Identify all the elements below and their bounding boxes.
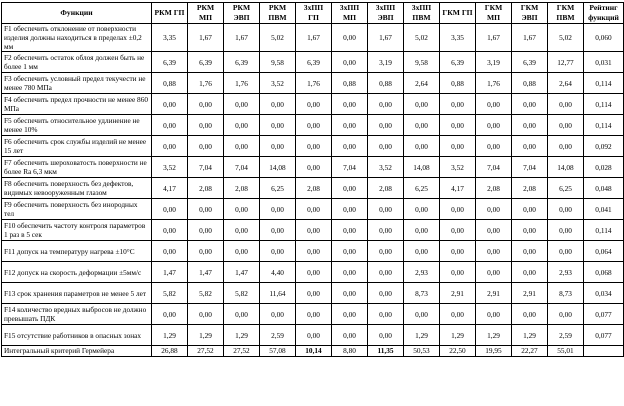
value-cell: 0,034 [584, 283, 624, 304]
value-cell: 1,47 [152, 262, 188, 283]
value-cell: 0,00 [332, 136, 368, 157]
value-cell: 7,04 [188, 157, 224, 178]
value-cell: 3,35 [152, 24, 188, 52]
value-cell: 1,76 [188, 73, 224, 94]
total-value-cell: 22,27 [512, 346, 548, 357]
value-cell: 6,39 [152, 52, 188, 73]
value-cell: 6,39 [224, 52, 260, 73]
table-row [2, 115, 624, 136]
value-cell: 0,00 [440, 304, 476, 325]
value-cell: 0,00 [476, 220, 512, 241]
value-cell: 2,91 [440, 283, 476, 304]
value-cell: 0,00 [152, 115, 188, 136]
value-cell: 0,00 [332, 52, 368, 73]
value-cell: 2,59 [260, 325, 296, 346]
value-cell: 2,08 [476, 178, 512, 199]
value-cell: 0,00 [548, 199, 584, 220]
function-cell: F3 обеспечить условный предел текучести не менее 780 МПа [2, 73, 152, 94]
function-cell: F13 срок хранения параметров не менее 5 лет [2, 283, 152, 304]
value-cell: 0,00 [368, 220, 404, 241]
total-value-cell: 27,52 [188, 346, 224, 357]
table-row [2, 157, 624, 178]
value-cell: 0,00 [224, 136, 260, 157]
value-cell: 14,08 [548, 157, 584, 178]
table-row [2, 262, 624, 283]
header-column: ГКМ ГП [440, 3, 476, 24]
value-cell: 0,077 [584, 304, 624, 325]
value-cell: 0,00 [332, 94, 368, 115]
value-cell: 0,00 [296, 283, 332, 304]
value-cell: 0,00 [332, 24, 368, 52]
value-cell: 0,064 [584, 241, 624, 262]
value-cell: 5,02 [260, 24, 296, 52]
value-cell: 0,00 [548, 115, 584, 136]
value-cell: 0,00 [404, 220, 440, 241]
function-cell: F14 количество вредных выбросов не должно превышать ПДК [2, 304, 152, 325]
value-cell: 0,114 [584, 94, 624, 115]
value-cell: 0,00 [296, 262, 332, 283]
header-column: РКМ ЭВП [224, 3, 260, 24]
value-cell: 1,47 [224, 262, 260, 283]
table-row [2, 241, 624, 262]
value-cell: 0,00 [260, 220, 296, 241]
value-cell: 0,00 [152, 241, 188, 262]
total-value-cell: 22,50 [440, 346, 476, 357]
value-cell: 0,077 [584, 325, 624, 346]
value-cell: 0,00 [332, 199, 368, 220]
function-cell: F9 обеспечить поверхность без инородных тел [2, 199, 152, 220]
value-cell: 0,00 [332, 115, 368, 136]
value-cell: 2,93 [404, 262, 440, 283]
value-cell: 0,00 [368, 94, 404, 115]
value-cell: 0,00 [152, 304, 188, 325]
header-column: 3хПП ГП [296, 3, 332, 24]
value-cell: 3,52 [260, 73, 296, 94]
value-cell: 0,00 [188, 136, 224, 157]
value-cell: 0,00 [368, 241, 404, 262]
value-cell: 3,52 [368, 157, 404, 178]
function-cell: F11 допуск на температуру нагрева ±10°С [2, 241, 152, 262]
value-cell: 0,041 [584, 199, 624, 220]
value-cell: 0,00 [512, 199, 548, 220]
value-cell: 0,00 [476, 241, 512, 262]
header-function-rating: Рейтинг функций [584, 3, 624, 24]
value-cell: 0,00 [368, 262, 404, 283]
value-cell: 0,00 [440, 136, 476, 157]
value-cell: 5,02 [548, 24, 584, 52]
value-cell: 6,39 [296, 52, 332, 73]
value-cell: 0,00 [296, 304, 332, 325]
value-cell: 0,060 [584, 24, 624, 52]
total-value-cell: 27,52 [224, 346, 260, 357]
value-cell: 0,00 [548, 241, 584, 262]
value-cell: 0,00 [476, 304, 512, 325]
total-value-cell: 55,01 [548, 346, 584, 357]
value-cell: 0,00 [224, 241, 260, 262]
value-cell: 14,08 [404, 157, 440, 178]
value-cell: 0,00 [188, 304, 224, 325]
header-column: 3хПП ЭВП [368, 3, 404, 24]
header-column: РКМ ПВМ [260, 3, 296, 24]
value-cell: 0,00 [188, 115, 224, 136]
function-cell: F7 обеспечить шероховатость поверхности не более Ra 6,3 мкм [2, 157, 152, 178]
header-column: ГКМ МП [476, 3, 512, 24]
value-cell: 1,67 [476, 24, 512, 52]
value-cell: 0,00 [476, 115, 512, 136]
germeier-criterion-table [1, 2, 624, 357]
value-cell: 2,91 [512, 283, 548, 304]
value-cell: 0,00 [152, 94, 188, 115]
value-cell: 2,08 [224, 178, 260, 199]
value-cell: 0,00 [188, 241, 224, 262]
value-cell: 0,00 [260, 136, 296, 157]
value-cell: 7,04 [332, 157, 368, 178]
value-cell: 0,00 [296, 136, 332, 157]
value-cell: 5,82 [224, 283, 260, 304]
value-cell: 5,82 [152, 283, 188, 304]
value-cell: 6,25 [548, 178, 584, 199]
header-column: РКМ ГП [152, 3, 188, 24]
value-cell: 6,39 [440, 52, 476, 73]
value-cell: 0,068 [584, 262, 624, 283]
value-cell: 0,114 [584, 220, 624, 241]
value-cell: 0,00 [476, 136, 512, 157]
total-label: Интегральный критерий Гермейера [2, 346, 152, 357]
value-cell: 0,00 [296, 94, 332, 115]
value-cell: 0,88 [332, 73, 368, 94]
value-cell: 0,00 [404, 241, 440, 262]
value-cell: 0,00 [368, 325, 404, 346]
value-cell: 2,08 [368, 178, 404, 199]
value-cell: 0,00 [296, 220, 332, 241]
value-cell: 2,59 [548, 325, 584, 346]
value-cell: 11,64 [260, 283, 296, 304]
value-cell: 0,00 [512, 136, 548, 157]
value-cell: 0,00 [332, 220, 368, 241]
value-cell: 0,88 [512, 73, 548, 94]
value-cell: 0,00 [512, 115, 548, 136]
value-cell: 4,17 [152, 178, 188, 199]
value-cell: 2,08 [296, 178, 332, 199]
value-cell: 1,29 [224, 325, 260, 346]
total-value-cell: 8,80 [332, 346, 368, 357]
value-cell: 0,00 [188, 94, 224, 115]
value-cell: 0,00 [332, 241, 368, 262]
value-cell: 0,00 [260, 115, 296, 136]
value-cell: 0,00 [512, 241, 548, 262]
value-cell: 5,02 [404, 24, 440, 52]
table-row [2, 220, 624, 241]
value-cell: 0,00 [512, 262, 548, 283]
value-cell: 1,47 [188, 262, 224, 283]
function-cell: F12 допуск на скорость деформации ±5мм/с [2, 262, 152, 283]
function-cell: F10 обеспечить частоту контроля параметров 1 раз в 5 сек [2, 220, 152, 241]
value-cell: 0,114 [584, 115, 624, 136]
value-cell: 1,67 [188, 24, 224, 52]
value-cell: 3,52 [440, 157, 476, 178]
value-cell: 0,114 [584, 73, 624, 94]
table-row [2, 178, 624, 199]
value-cell: 0,00 [296, 241, 332, 262]
value-cell: 0,00 [476, 94, 512, 115]
function-cell: F5 обеспечить относительное удлинение не менее 10% [2, 115, 152, 136]
value-cell: 0,00 [368, 283, 404, 304]
value-cell: 8,73 [548, 283, 584, 304]
value-cell: 0,00 [548, 304, 584, 325]
function-cell: F6 обеспечить срок службы изделий не менее 15 лет [2, 136, 152, 157]
value-cell: 0,00 [332, 262, 368, 283]
value-cell: 0,00 [440, 115, 476, 136]
value-cell: 1,29 [404, 325, 440, 346]
header-column: РКМ МП [188, 3, 224, 24]
value-cell: 0,00 [332, 304, 368, 325]
value-cell: 1,29 [152, 325, 188, 346]
value-cell: 0,00 [440, 241, 476, 262]
value-cell: 1,76 [476, 73, 512, 94]
total-value-cell: 50,53 [404, 346, 440, 357]
value-cell: 2,93 [548, 262, 584, 283]
value-cell: 2,64 [548, 73, 584, 94]
value-cell: 0,00 [296, 157, 332, 178]
value-cell: 2,91 [476, 283, 512, 304]
header-functions: Функции [2, 3, 152, 24]
function-cell: F15 отсутствие работников в опасных зонах [2, 325, 152, 346]
total-value-cell: 10,14 [296, 346, 332, 357]
value-cell: 0,028 [584, 157, 624, 178]
value-cell: 0,00 [152, 220, 188, 241]
value-cell: 2,08 [512, 178, 548, 199]
value-cell: 3,19 [368, 52, 404, 73]
value-cell: 0,00 [548, 136, 584, 157]
total-value-cell: 19,95 [476, 346, 512, 357]
header-column: ГКМ ЭВП [512, 3, 548, 24]
header-column: 3хПП МП [332, 3, 368, 24]
value-cell: 0,88 [368, 73, 404, 94]
value-cell: 0,88 [440, 73, 476, 94]
integral-criterion-row [2, 346, 624, 357]
value-cell: 0,00 [296, 325, 332, 346]
value-cell: 0,00 [476, 262, 512, 283]
value-cell: 0,00 [224, 115, 260, 136]
total-value-cell [584, 346, 624, 357]
value-cell: 0,00 [332, 178, 368, 199]
value-cell: 9,58 [260, 52, 296, 73]
value-cell: 0,00 [188, 220, 224, 241]
value-cell: 1,67 [296, 24, 332, 52]
value-cell: 0,00 [404, 304, 440, 325]
value-cell: 0,00 [224, 94, 260, 115]
value-cell: 0,00 [404, 136, 440, 157]
value-cell: 3,19 [476, 52, 512, 73]
value-cell: 1,29 [188, 325, 224, 346]
table-row [2, 199, 624, 220]
table-row [2, 283, 624, 304]
function-cell: F8 обеспечить поверхность без дефектов, видимых невооруженным глазом [2, 178, 152, 199]
value-cell: 6,25 [260, 178, 296, 199]
value-cell: 0,00 [440, 94, 476, 115]
value-cell: 0,00 [224, 199, 260, 220]
value-cell: 1,29 [476, 325, 512, 346]
value-cell: 0,00 [476, 199, 512, 220]
value-cell: 1,29 [512, 325, 548, 346]
value-cell: 0,00 [512, 220, 548, 241]
value-cell: 0,00 [368, 115, 404, 136]
value-cell: 0,00 [548, 220, 584, 241]
value-cell: 7,04 [512, 157, 548, 178]
value-cell: 0,00 [512, 94, 548, 115]
value-cell: 0,00 [440, 199, 476, 220]
value-cell: 6,39 [188, 52, 224, 73]
value-cell: 6,39 [512, 52, 548, 73]
value-cell: 0,00 [404, 115, 440, 136]
value-cell: 0,00 [260, 304, 296, 325]
value-cell: 0,00 [332, 325, 368, 346]
value-cell: 0,88 [152, 73, 188, 94]
value-cell: 3,52 [152, 157, 188, 178]
value-cell: 9,58 [404, 52, 440, 73]
value-cell: 12,77 [548, 52, 584, 73]
table-row [2, 136, 624, 157]
value-cell: 1,67 [512, 24, 548, 52]
value-cell: 7,04 [224, 157, 260, 178]
value-cell: 1,67 [368, 24, 404, 52]
value-cell: 0,00 [548, 94, 584, 115]
value-cell: 0,00 [188, 199, 224, 220]
value-cell: 14,08 [260, 157, 296, 178]
value-cell: 0,00 [224, 304, 260, 325]
value-cell: 0,00 [440, 220, 476, 241]
value-cell: 7,04 [476, 157, 512, 178]
total-value-cell: 26,88 [152, 346, 188, 357]
value-cell: 0,00 [332, 283, 368, 304]
value-cell: 4,40 [260, 262, 296, 283]
value-cell: 2,08 [188, 178, 224, 199]
value-cell: 0,00 [404, 199, 440, 220]
function-cell: F2 обеспечить остаток облоя должен быть не более 1 мм [2, 52, 152, 73]
value-cell: 0,00 [512, 304, 548, 325]
value-cell: 2,64 [404, 73, 440, 94]
value-cell: 1,76 [296, 73, 332, 94]
value-cell: 0,00 [296, 199, 332, 220]
value-cell: 0,00 [296, 115, 332, 136]
value-cell: 0,00 [152, 199, 188, 220]
value-cell: 4,17 [440, 178, 476, 199]
value-cell: 0,00 [368, 199, 404, 220]
header-column: 3хПП ПВМ [404, 3, 440, 24]
function-cell: F1 обеспечить отклонение от поверхности изделия должны находиться в пределах ±0,2 мм [2, 24, 152, 52]
value-cell: 5,82 [188, 283, 224, 304]
value-cell: 0,048 [584, 178, 624, 199]
value-cell: 0,092 [584, 136, 624, 157]
value-cell: 1,76 [224, 73, 260, 94]
value-cell: 0,00 [368, 304, 404, 325]
value-cell: 3,35 [440, 24, 476, 52]
table-header-row [2, 3, 624, 24]
value-cell: 0,00 [260, 241, 296, 262]
table-row [2, 52, 624, 73]
table-row [2, 24, 624, 52]
function-cell: F4 обеспечить предел прочности не менее 860 МПа [2, 94, 152, 115]
table-row [2, 94, 624, 115]
value-cell: 0,00 [368, 136, 404, 157]
value-cell: 0,00 [404, 94, 440, 115]
total-value-cell: 11,35 [368, 346, 404, 357]
value-cell: 0,031 [584, 52, 624, 73]
table-row [2, 304, 624, 325]
value-cell: 8,73 [404, 283, 440, 304]
value-cell: 1,67 [224, 24, 260, 52]
value-cell: 0,00 [260, 94, 296, 115]
table-row [2, 73, 624, 94]
total-value-cell: 57,08 [260, 346, 296, 357]
value-cell: 6,25 [404, 178, 440, 199]
table-row [2, 325, 624, 346]
value-cell: 0,00 [152, 136, 188, 157]
value-cell: 0,00 [260, 199, 296, 220]
value-cell: 1,29 [440, 325, 476, 346]
header-column: ГКМ ПВМ [548, 3, 584, 24]
value-cell: 0,00 [440, 262, 476, 283]
value-cell: 0,00 [224, 220, 260, 241]
